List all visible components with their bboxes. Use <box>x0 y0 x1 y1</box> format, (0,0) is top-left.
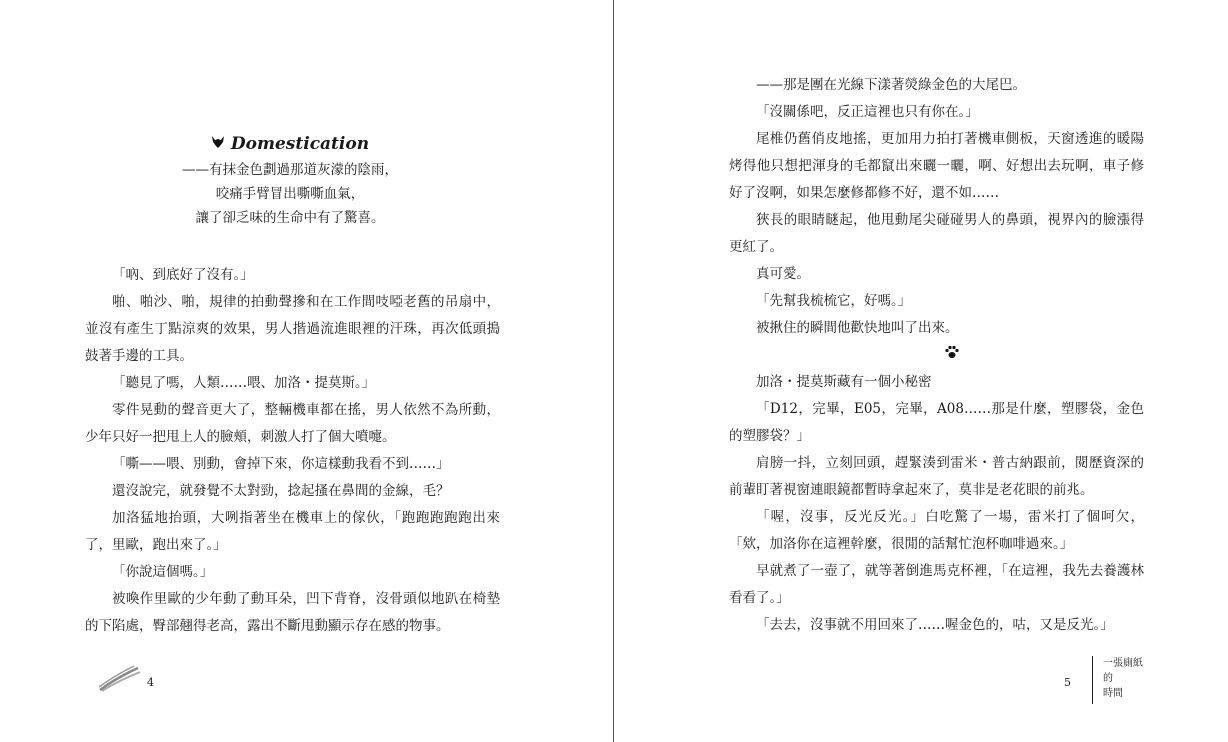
paragraph: 「沒關係吧，反正這裡也只有你在。」 <box>756 104 979 120</box>
paragraph: 「先幫我梳梳它，好嗎。」 <box>756 293 912 309</box>
right-page <box>614 0 1228 742</box>
paragraph: 「嘶——喂、別動，會掉下來，你這樣動我看不到……」 <box>112 456 450 472</box>
paragraph: 狹長的眼睛瞇起，他甩動尾尖碰碰男人的鼻頭，視界內的臉漲得更紅了。 <box>729 212 1144 255</box>
paragraph: 「你說這個嗎。」 <box>112 564 214 580</box>
paragraph: 加洛・提莫斯藏有一個小秘密 <box>756 374 932 390</box>
paragraph: 被喚作里歐的少年動了動耳朵，凹下背脊，沒骨頭似地趴在椅墊的下陷處，臀部翹得老高，露出不斷甩動顯示存在感的物事。 <box>85 591 500 634</box>
paragraph: 「喔，沒事，反光反光。」白吃驚了一場，雷米打了個呵欠，「欸，加洛你在這裡幹麼，很閒的話幫忙泡杯咖啡過來。」 <box>729 509 1144 552</box>
claw-scratch-icon <box>98 664 142 696</box>
paragraph: 肩膀一抖，立刻回頭，趕緊湊到雷米・普古納跟前，閱歷資深的前輩盯著視窗連眼鏡都暫時拿起來了，莫非是老花眼的前兆。 <box>729 455 1144 498</box>
body-text <box>85 262 500 640</box>
running-title-line: 的 <box>1103 673 1113 684</box>
chapter-title: Domestication <box>120 130 460 158</box>
paragraph: 「去去，沒事就不用回來了……喔金色的，咕，又是反光。」 <box>756 617 1114 633</box>
epigraph-line: ——有抹金色劃過那道灰濛的陰雨， <box>182 162 398 178</box>
paragraph: 「D12，完畢，E05，完畢，A08……那是什麼，塑膠袋，金色的塑膠袋？」 <box>729 401 1144 444</box>
page-number: 5 <box>1064 676 1071 689</box>
paragraph: ——那是團在光線下漾著熒綠金色的大尾巴。 <box>756 77 1026 93</box>
paragraph: 被揪住的瞬間他歡快地叫了出來。 <box>756 320 959 336</box>
running-title-line: 時間 <box>1103 688 1123 699</box>
running-title-line: 一張廁紙 <box>1103 658 1143 669</box>
epigraph-line: 咬痛手臂冒出嘶嘶血氣， <box>215 186 365 202</box>
body-text <box>729 72 1144 639</box>
paragraph: 加洛猛地抬頭，大咧指著坐在機車上的傢伙，「跑跑跑跑跑出來了，里歐，跑出來了。」 <box>85 510 500 553</box>
page-number: 4 <box>147 676 154 689</box>
epigraph-line: 讓了卻乏味的生命中有了驚喜。 <box>195 210 385 226</box>
paragraph: 啪、啪沙、啪，規律的拍動聲摻和在工作間吱啞老舊的吊扇中，並沒有產生丁點涼爽的效果，男人揩過流進眼裡的汗珠，再次低頭搗鼓著手邊的工具。 <box>85 294 500 364</box>
paragraph: 還沒說完，就發覺不太對勁，捻起搔在鼻間的金線，毛？ <box>112 483 450 499</box>
paragraph: 早就煮了一壺了，就等著倒進馬克杯裡，「在這裡，我先去養護林看看了。」 <box>729 563 1144 606</box>
paw-print-icon <box>729 342 1144 369</box>
paragraph: 「吶、到底好了沒有。」 <box>112 267 254 283</box>
paragraph: 尾椎仍舊俏皮地搖，更加用力拍打著機車側板，天窗透進的暖陽烤得他只想把渾身的毛都竄出來曬一曬，啊、好想出去玩啊，車子修好了沒啊，如果怎麼修都修不好，還不如…… <box>729 131 1144 201</box>
chapter-heading <box>120 130 460 230</box>
paragraph: 「聽見了嗎，人類……喂、加洛・提莫斯。」 <box>112 375 376 391</box>
running-title <box>1092 656 1143 704</box>
paragraph: 真可愛。 <box>756 266 810 282</box>
paragraph: 零件晃動的聲音更大了，整輛機車都在搖，男人依然不為所動，少年只好一把甩上人的臉頰，刺激人打了個大噴嚏。 <box>85 402 500 445</box>
fox-icon <box>211 130 225 158</box>
